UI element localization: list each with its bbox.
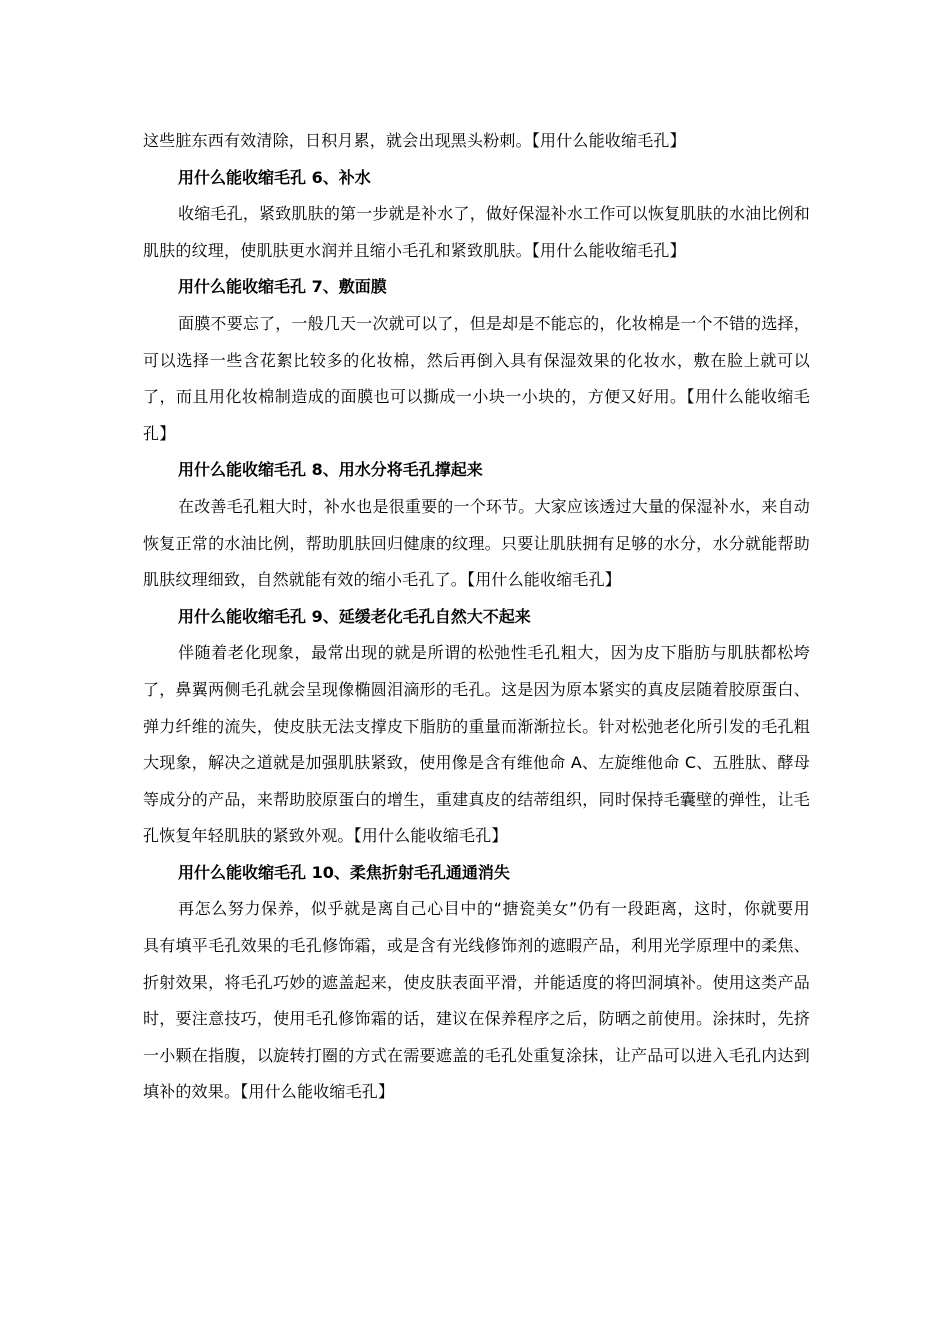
paragraph: 面膜不要忘了，一般几天一次就可以了，但是却是不能忘的，化妆棉是一个不错的选择，可以选择一些含花絮比较多的化妆棉，然后再倒入具有保湿效果的化妆水，敷在脸上就可以了，而且用化妆棉制造成的面膜也可以撕成一小块一小块的，方便又好用。【用什么能收缩毛孔】 [143, 313, 810, 443]
paragraph: 在改善毛孔粗大时，补水也是很重要的一个环节。大家应该透过大量的保湿补水，来自动恢复正常的水油比例，帮助肌肤回归健康的纹理。只要让肌肤拥有足够的水分，水分就能帮助肌肤纹理细致，自然就能有效的缩小毛孔了。【用什么能收缩毛孔】 [143, 496, 810, 590]
paragraph: 伴随着老化现象，最常出现的就是所谓的松弛性毛孔粗大，因为皮下脂肪与肌肤都松垮了，鼻翼两侧毛孔就会呈现像椭圆泪滴形的毛孔。这是因为原本紧实的真皮层随着胶原蛋白、弹力纤维的流失，使皮肤无法支撑皮下脂肪的重量而渐渐拉长。针对松弛老化所引发的毛孔粗大现象，解决之道就是加强肌肤紧致，使用像是含有维他命 A、左旋维他命 C、五胜肽、酵母等成分的产品，来帮助胶原蛋白的增生，重建真皮的结蒂组织，同时保持毛囊壁的弹性，让毛孔恢复年轻肌肤的紧致外观。【用什么能收缩毛孔】 [143, 643, 810, 846]
paragraph: 这些脏东西有效清除，日积月累，就会出现黑头粉刺。【用什么能收缩毛孔】 [143, 131, 686, 150]
section-heading: 用什么能收缩毛孔 6、补水 [178, 167, 371, 187]
paragraph: 再怎么努力保养，似乎就是离自己心目中的“搪瓷美女”仍有一段距离，这时，你就要用具有填平毛孔效果的毛孔修饰霜，或是含有光线修饰剂的遮暇产品，利用光学原理中的柔焦、折射效果，将毛孔巧妙的遮盖起来，使皮肤表面平滑，并能适度的将凹洞填补。使用这类产品时，要注意技巧，使用毛孔修饰霜的话，建议在保养程序之后，防晒之前使用。涂抹时，先挤一小颗在指腹，以旋转打圈的方式在需要遮盖的毛孔处重复涂抹，让产品可以进入毛孔内达到填补的效果。【用什么能收缩毛孔】 [143, 899, 810, 1102]
section-heading: 用什么能收缩毛孔 9、延缓老化毛孔自然大不起来 [178, 606, 531, 626]
paragraph: 收缩毛孔，紧致肌肤的第一步就是补水了，做好保湿补水工作可以恢复肌肤的水油比例和肌肤的纹理，使肌肤更水润并且缩小毛孔和紧致肌肤。【用什么能收缩毛孔】 [143, 204, 810, 260]
section-heading: 用什么能收缩毛孔 8、用水分将毛孔撑起来 [178, 460, 483, 480]
document-body [143, 123, 810, 1111]
section-heading: 用什么能收缩毛孔 7、敷面膜 [178, 277, 387, 297]
section-heading: 用什么能收缩毛孔 10、柔焦折射毛孔通通消失 [178, 862, 510, 882]
